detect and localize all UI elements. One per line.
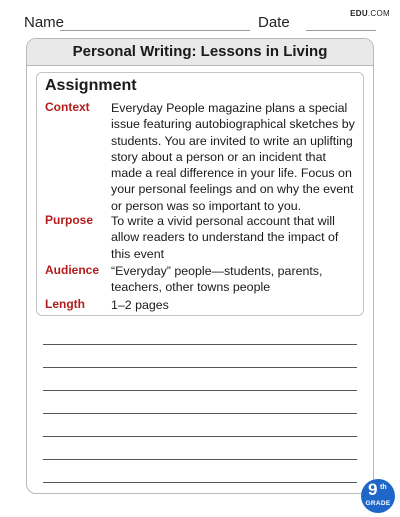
writing-line[interactable]	[43, 390, 357, 391]
worksheet-title: Personal Writing: Lessons in Living	[27, 39, 373, 66]
grade-number: 9	[368, 480, 378, 499]
grade-word: GRADE	[365, 500, 391, 507]
name-label: Name	[24, 14, 65, 31]
writing-line[interactable]	[43, 413, 357, 414]
assignment-card	[36, 72, 364, 316]
writing-line[interactable]	[43, 459, 357, 460]
date-label: Date	[258, 14, 290, 31]
edu-logo	[350, 9, 390, 18]
row-text-purpose: To write a vivid personal account that will allow readers to understand the impact of this event	[111, 214, 339, 261]
writing-line[interactable]	[43, 482, 357, 483]
row-label-length: Length	[45, 297, 85, 311]
row-text-length: 1–2 pages	[111, 298, 169, 312]
logo-suffix: .COM	[367, 9, 390, 18]
row-label-context: Context	[45, 100, 90, 114]
grade-suffix: th	[380, 484, 387, 491]
writing-line[interactable]	[43, 367, 357, 368]
worksheet-frame	[26, 38, 374, 494]
grade-badge	[361, 479, 395, 513]
row-label-audience: Audience	[45, 263, 100, 277]
date-field-line[interactable]	[306, 30, 376, 31]
row-label-purpose: Purpose	[45, 213, 94, 227]
writing-line[interactable]	[43, 344, 357, 345]
name-field-line[interactable]	[60, 30, 250, 31]
logo-brand: EDU	[350, 9, 368, 18]
row-text-context: Everyday People magazine plans a special issue featuring autobiographical sketches by students. You are invited to write an uplifting story about a person or an incident that made a real difference in your life. Focus on your personal feelings and on why the event or person was so important to you.	[111, 101, 355, 213]
assignment-heading: Assignment	[45, 77, 137, 94]
writing-line[interactable]	[43, 436, 357, 437]
row-text-audience: “Everyday” people—students, parents, teachers, other towns people	[111, 264, 323, 295]
header-row	[24, 14, 376, 34]
